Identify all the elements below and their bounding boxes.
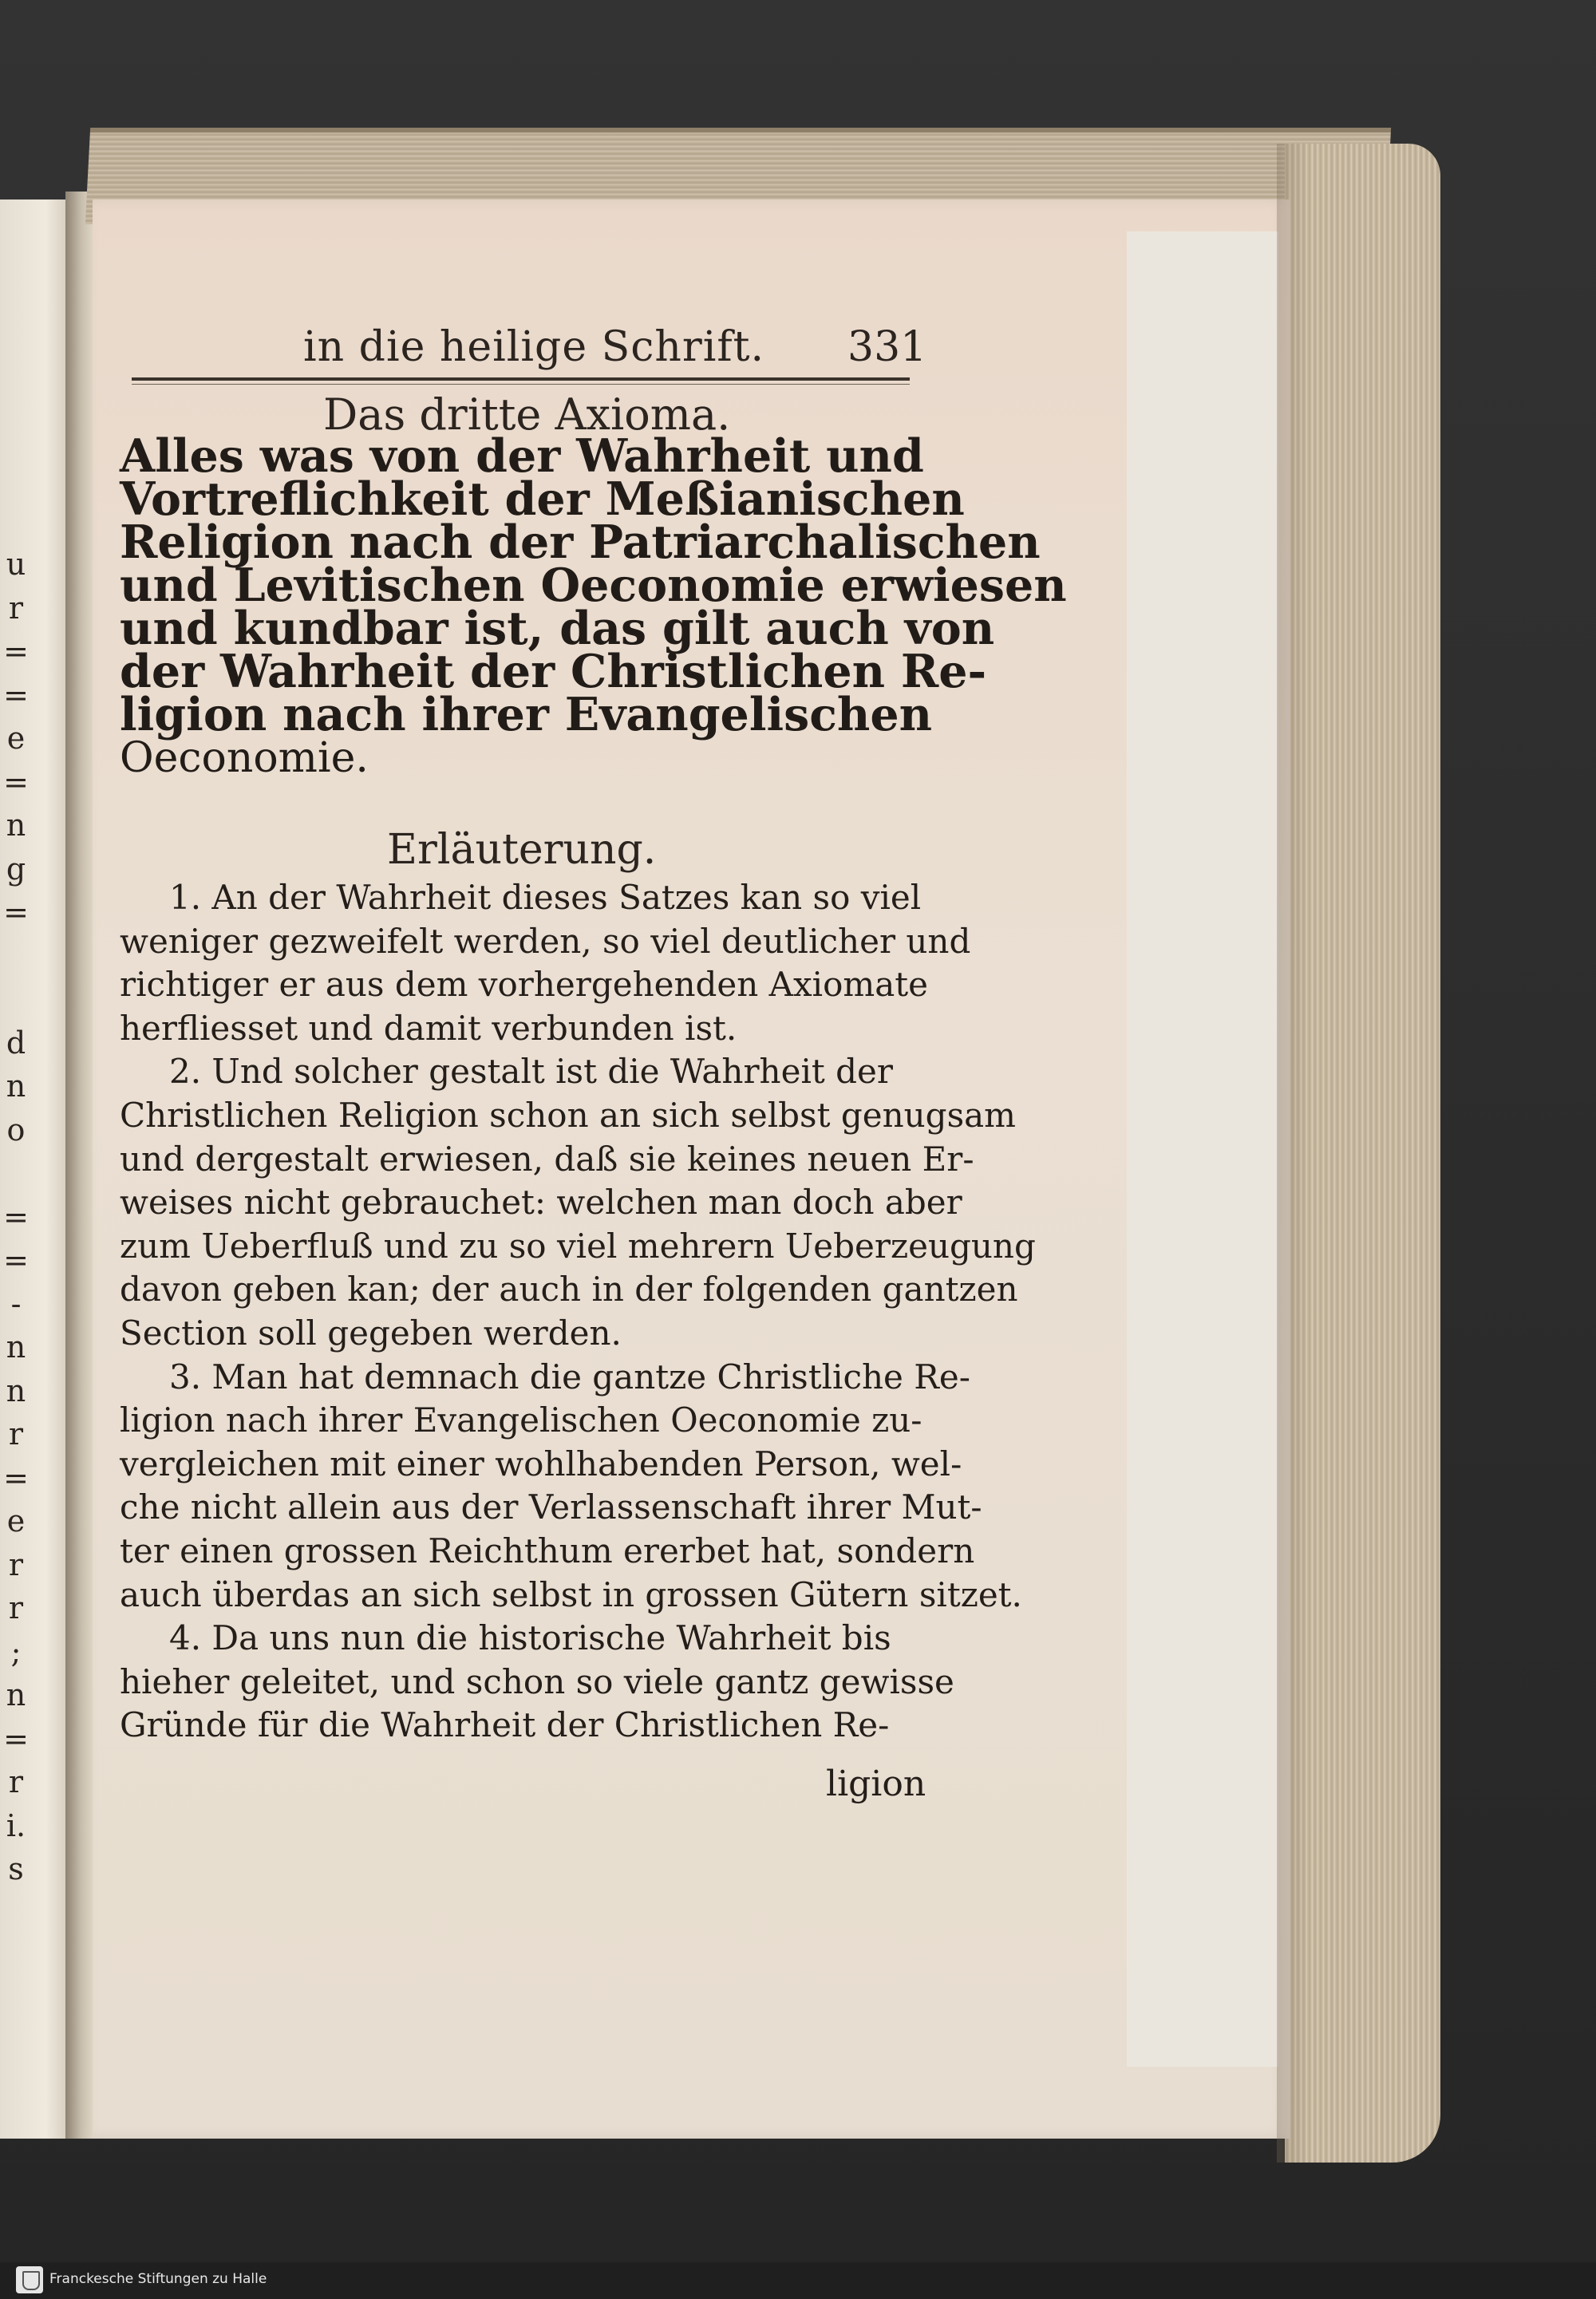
left-page-fragment: n [6, 808, 26, 843]
footer-credit: Franckesche Stiftungen zu Halle [49, 2271, 267, 2287]
axiom-statement [120, 429, 1067, 782]
left-page-fragment: r [8, 1590, 24, 1625]
left-page-fragment: i. [6, 1807, 26, 1843]
text-line: 1. An der Wahrheit dieses Satzes kan so viel [169, 878, 922, 917]
text-line: ligion nach ihrer Evangelischen Oeconomie zu- [120, 1400, 922, 1440]
francke-foundation-logo-icon [16, 2266, 43, 2293]
left-page-fragment: = [3, 764, 29, 800]
left-page-fragment: r [8, 1416, 24, 1452]
left-page-fragment: r [8, 590, 24, 626]
left-page-fragment [0, 978, 32, 1021]
left-page-fragment: = [3, 677, 29, 713]
text-line: hieher geleitet, und schon so viele gantz gewisse [120, 1661, 954, 1701]
text-line: richtiger er aus dem vorhergehenden Axiomate [120, 965, 929, 1005]
left-page-fragment: n [6, 1373, 26, 1408]
left-page-fragment: ; [10, 1633, 22, 1669]
catchword: ligion [826, 1764, 926, 1804]
text-line: che nicht allein aus der Verlassenschaft ihrer Mut- [120, 1487, 982, 1527]
left-page-fragment: = [3, 895, 29, 930]
text-line: Section soll gegeben werden. [120, 1313, 622, 1353]
text-line: Christlichen Religion schon an sich selbst genugsam [120, 1095, 1016, 1135]
left-page-fragment: = [3, 634, 29, 669]
page-blank-margin [1127, 231, 1278, 2067]
header-rule [132, 377, 910, 381]
text-line: ter einen grossen Reichthum ererbet hat, sondern [120, 1531, 975, 1570]
explanation-heading: Erläuterung. [387, 826, 657, 874]
left-page-fragment: e [6, 721, 26, 756]
running-head: in die heilige Schrift. [303, 323, 765, 371]
left-page-fragment: n [6, 1069, 26, 1104]
text-line: Gründe für die Wahrheit der Christlichen Re- [120, 1705, 890, 1745]
left-page-fragment: = [3, 1242, 29, 1278]
left-page-fragment: n [6, 1677, 26, 1712]
header-rule-thin [132, 384, 910, 385]
explanation-body [120, 876, 1036, 1748]
text-line: 2. Und solcher gestalt ist die Wahrheit der [169, 1052, 893, 1092]
text-line: und dergestalt erwiesen, daß sie keines neuen Er- [120, 1139, 974, 1179]
axiom-title: Das dritte Axioma. [323, 389, 731, 440]
left-page-fragment: d [6, 1025, 26, 1061]
text-line: 3. Man hat demnach die gantze Christliche Re- [169, 1357, 970, 1396]
left-page-fragment: o [6, 1112, 26, 1148]
left-page-edge [0, 199, 68, 2139]
left-page-fragment: e [6, 1503, 26, 1539]
left-page-fragment: s [8, 1851, 24, 1886]
left-page-fragment: n [6, 1329, 26, 1365]
text-line: davon geben kan; der auch in der folgenden gantzen [120, 1270, 1018, 1309]
axiom-line: der Wahrheit der Christlichen Re- [120, 645, 987, 698]
left-page-fragment: g [6, 851, 26, 887]
axiom-line: Vortreflichkeit der Meßianischen [120, 472, 965, 526]
text-line: zum Ueberfluß und zu so viel mehrern Ueberzeugung [120, 1226, 1036, 1266]
text-line: herfliesset und damit verbunden ist. [120, 1008, 737, 1048]
axiom-line: und kundbar ist, das gilt auch von [120, 602, 995, 655]
fore-edge-shadow [1277, 144, 1309, 2163]
left-page-fragment [0, 934, 32, 978]
left-page-fragment: = [3, 1460, 29, 1495]
page-number: 331 [847, 323, 927, 371]
text-line: 4. Da uns nun die historische Wahrheit bis [169, 1618, 891, 1658]
text-line: vergleichen mit einer wohlhabenden Person, wel- [120, 1444, 962, 1483]
axiom-line: Oeconomie. [120, 734, 369, 782]
left-page-fragment: r [8, 1764, 24, 1799]
axiom-line: und Levitischen Oeconomie erwiesen [120, 559, 1067, 612]
left-page-fragment: = [3, 1199, 29, 1234]
left-page-fragment [0, 1151, 32, 1195]
left-page-fragment: - [10, 1286, 22, 1321]
left-page-fragment: u [6, 547, 26, 582]
left-page-fragment: r [8, 1546, 24, 1582]
axiom-line: ligion nach ihrer Evangelischen [120, 688, 933, 741]
axiom-line: Religion nach der Patriarchalischen [120, 515, 1041, 569]
text-line: auch überdas an sich selbst in grossen Gütern sitzet. [120, 1574, 1022, 1614]
book-gutter [65, 192, 93, 2139]
left-page-text-fragments [0, 543, 32, 1891]
axiom-line: Alles was von der Wahrheit und [120, 429, 924, 483]
text-line: weniger gezweifelt werden, so viel deutlicher und [120, 921, 971, 961]
left-page-fragment: = [3, 1720, 29, 1756]
text-line: weises nicht gebrauchet: welchen man doch aber [120, 1183, 962, 1223]
